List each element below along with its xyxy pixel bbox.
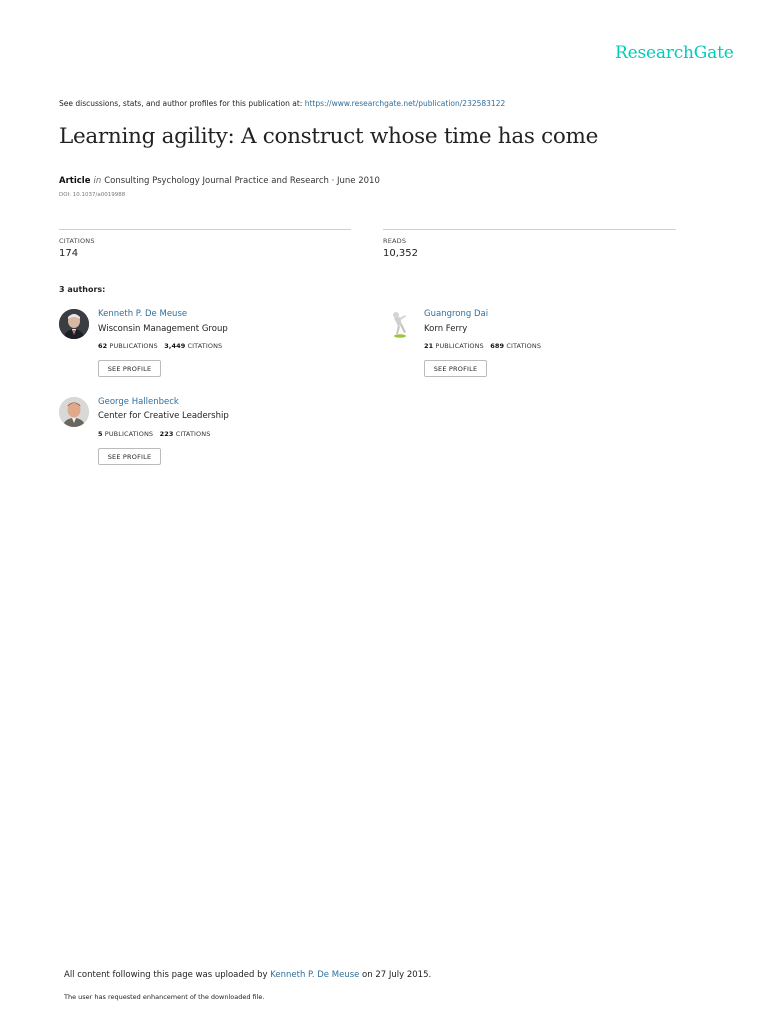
author-stats <box>424 342 541 350</box>
discussions-text: See discussions, stats, and author profiles for this publication at: <box>59 99 305 108</box>
author-photo-icon <box>59 397 89 427</box>
publication-url-link[interactable]: https://www.researchgate.net/publication/232583122 <box>304 99 506 108</box>
authors-heading: 3 authors: <box>59 285 106 294</box>
author-citations-count: 3,449 <box>164 342 186 350</box>
avatar-kenneth-de-meuse[interactable] <box>59 309 89 339</box>
citations-value: 174 <box>59 248 79 259</box>
author-stats <box>98 342 222 350</box>
author-institution: Korn Ferry <box>424 324 468 334</box>
publication-title: Learning agility: A construct whose time has come <box>59 124 599 149</box>
author-name-link[interactable]: Guangrong Dai <box>424 309 489 319</box>
author-photo-icon <box>59 309 89 339</box>
publication-type: Article <box>59 176 91 186</box>
see-profile-button[interactable]: SEE PROFILE <box>98 360 161 377</box>
researchgate-logo[interactable]: ResearchGate <box>615 43 734 63</box>
avatar-george-hallenbeck[interactable] <box>59 397 89 427</box>
citations-divider <box>59 229 351 230</box>
doi: DOI: 10.1037/a0019988 <box>59 192 126 198</box>
author-publications-count: 62 <box>98 342 108 350</box>
placeholder-figure-icon <box>384 309 414 339</box>
author-publications-label: PUBLICATIONS <box>104 430 154 438</box>
reads-divider <box>383 229 676 230</box>
citations-label: CITATIONS <box>59 237 95 245</box>
author-citations-count: 689 <box>490 342 505 350</box>
author-name-link[interactable]: Kenneth P. De Meuse <box>98 309 188 319</box>
see-profile-button[interactable]: SEE PROFILE <box>98 448 161 465</box>
author-publications-label: PUBLICATIONS <box>109 342 158 350</box>
author-stats <box>98 430 210 438</box>
author-publications-label: PUBLICATIONS <box>435 342 484 350</box>
see-profile-button[interactable]: SEE PROFILE <box>424 360 487 377</box>
author-name-link[interactable]: George Hallenbeck <box>98 397 179 407</box>
uploader-link[interactable]: Kenneth P. De Meuse <box>270 970 360 980</box>
discussions-line <box>59 99 505 108</box>
author-institution: Center for Creative Leadership <box>98 411 229 421</box>
reads-value: 10,352 <box>383 248 418 259</box>
upload-suffix: on 27 July 2015. <box>359 970 432 980</box>
avatar-guangrong-dai[interactable] <box>384 309 414 339</box>
author-citations-count: 223 <box>159 430 174 438</box>
upload-prefix: All content following this page was uploaded by <box>64 970 271 980</box>
upload-notice <box>64 970 431 980</box>
publication-meta <box>59 176 380 186</box>
author-citations-label: CITATIONS <box>506 342 542 350</box>
journal-info: Consulting Psychology Journal Practice and Research · June 2010 <box>104 176 380 186</box>
author-publications-count: 21 <box>424 342 434 350</box>
in-label: in <box>93 176 102 186</box>
author-citations-label: CITATIONS <box>187 342 223 350</box>
reads-label: READS <box>383 237 407 245</box>
download-note: The user has requested enhancement of the downloaded file. <box>64 993 265 1001</box>
author-publications-count: 5 <box>98 430 103 438</box>
author-citations-label: CITATIONS <box>175 430 211 438</box>
author-institution: Wisconsin Management Group <box>98 324 228 334</box>
